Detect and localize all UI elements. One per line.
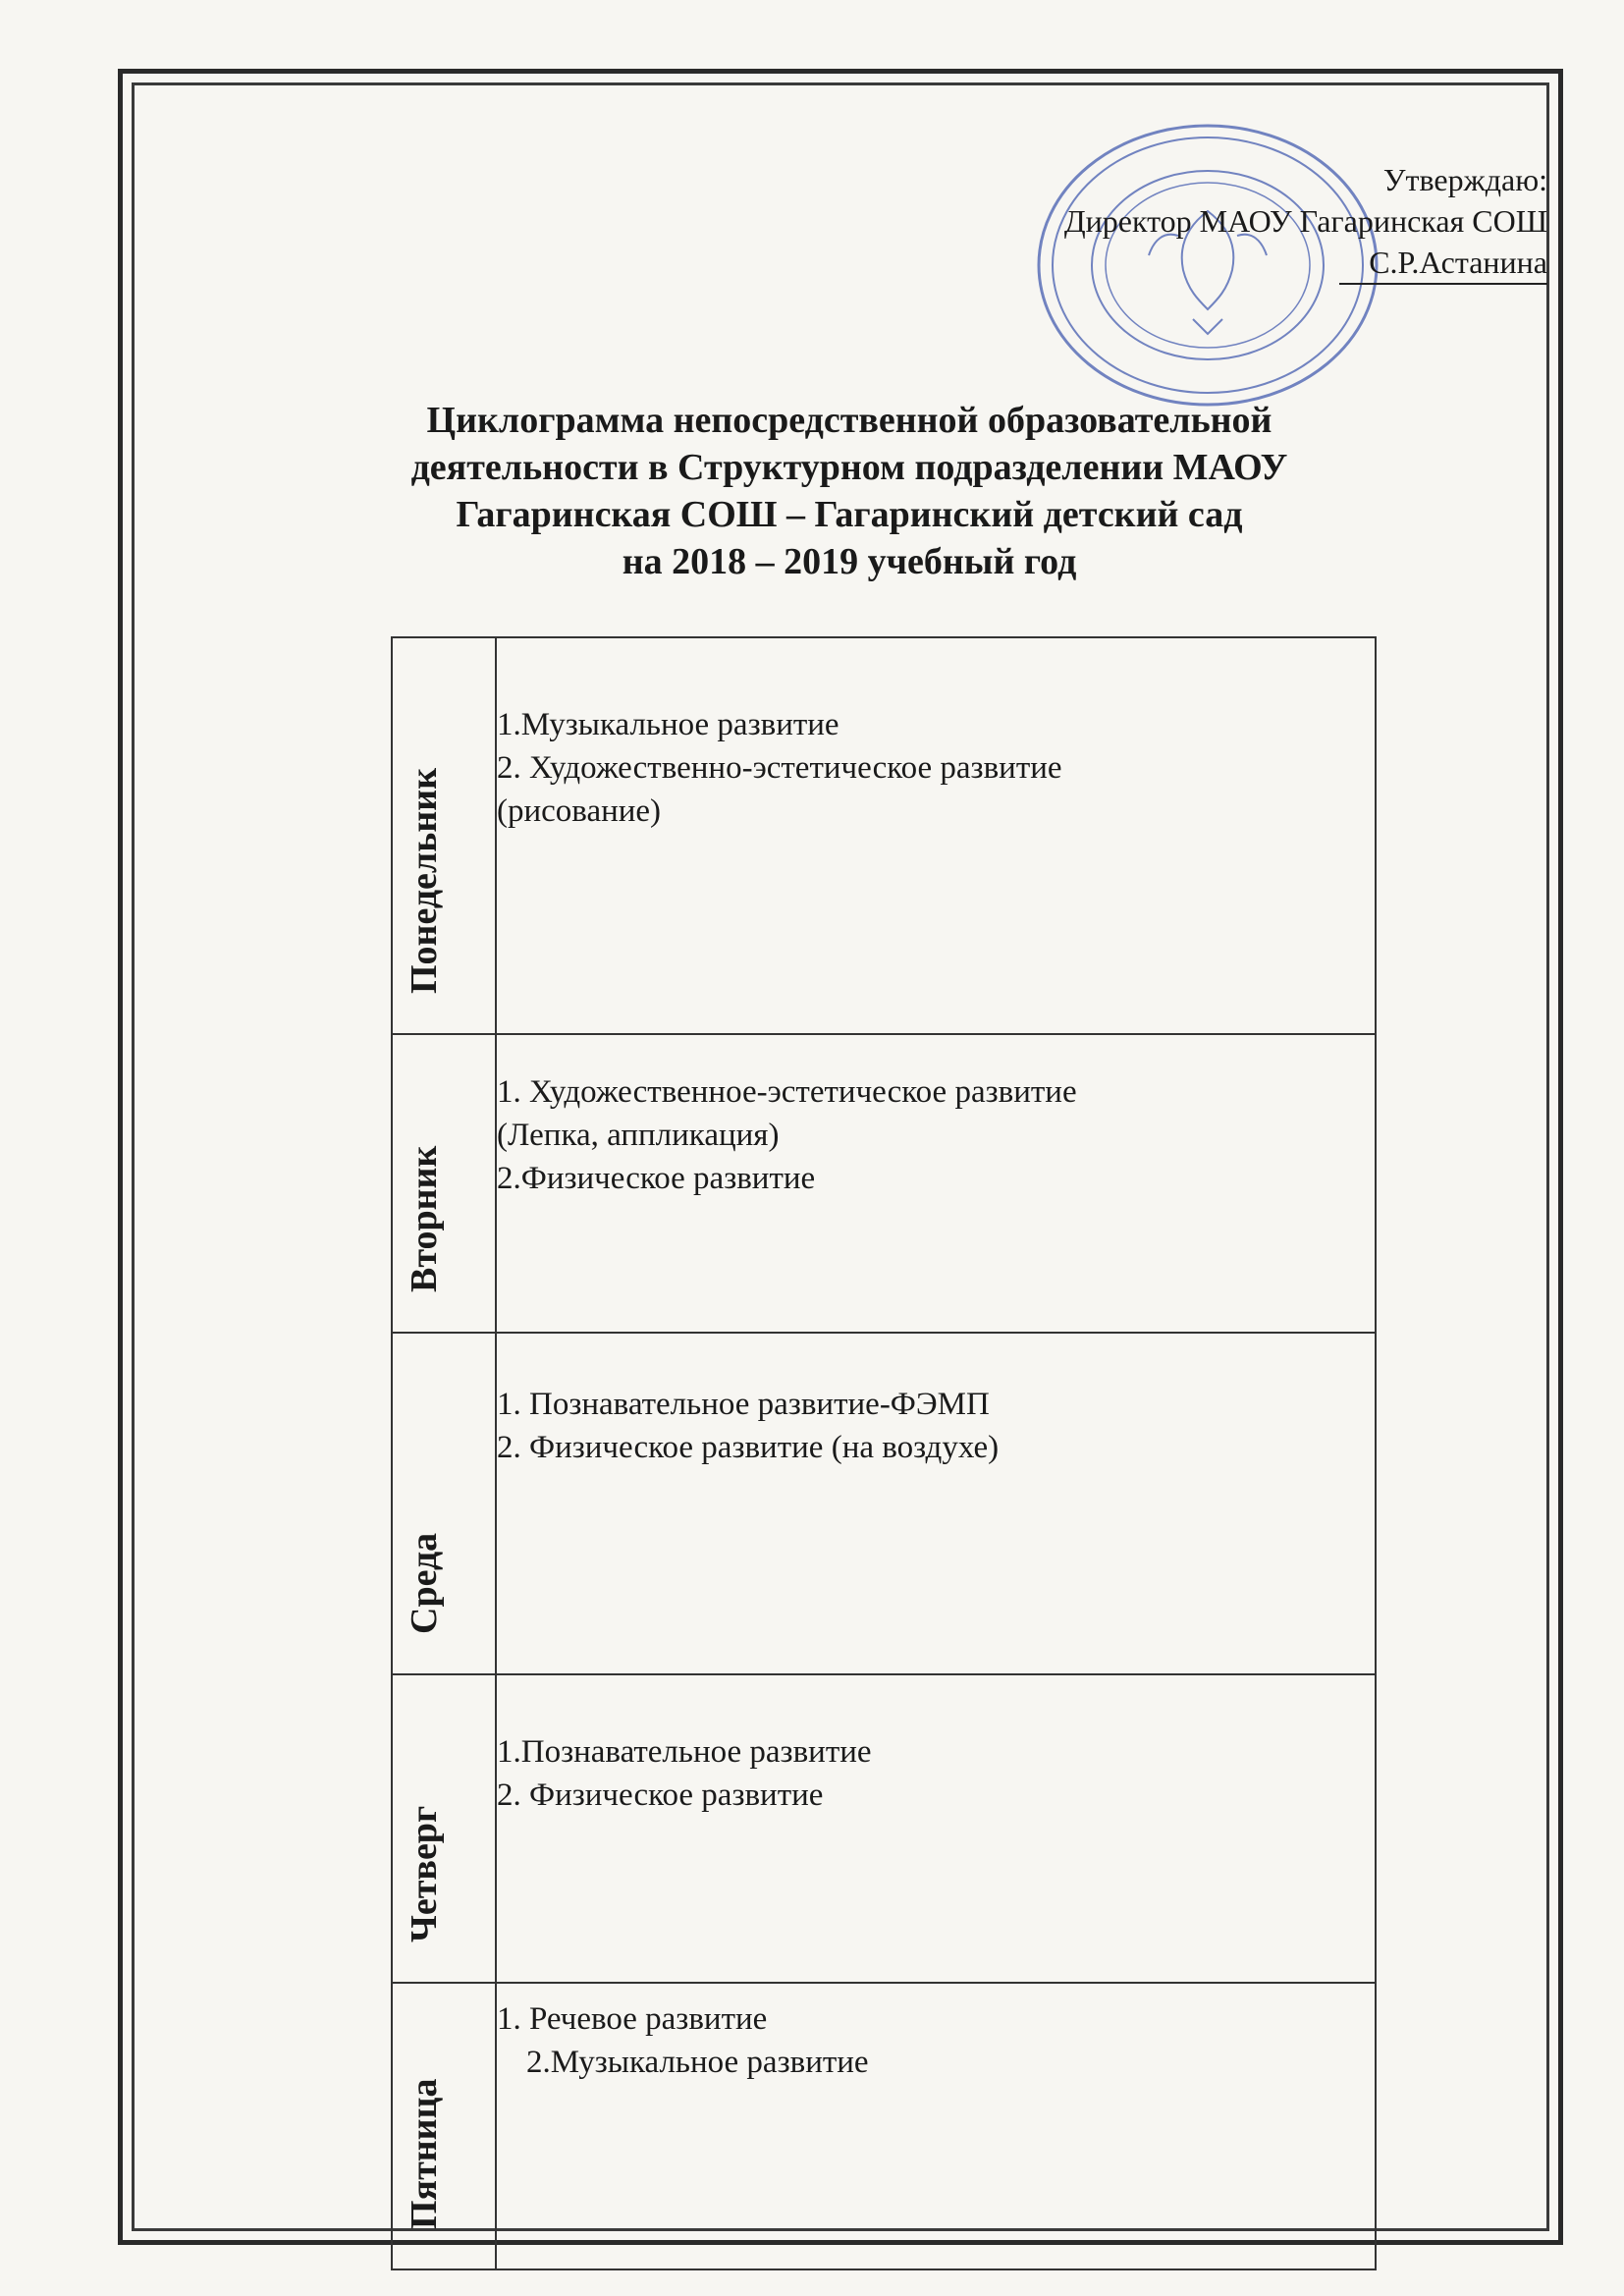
activity-item: 2. Физическое развитие	[497, 1777, 824, 1813]
day-label-tuesday: Вторник	[404, 1145, 445, 1292]
day-label-monday: Понедельник	[404, 767, 445, 994]
activity-item: 1. Художественное-эстетическое развитие	[497, 1074, 1077, 1110]
activity-item: 1.Познавательное развитие	[497, 1734, 872, 1770]
activity-item: (рисование)	[497, 793, 662, 829]
day-label-friday: Пятница	[404, 2078, 445, 2229]
activity-item: 1. Речевое развитие	[497, 2001, 768, 2037]
day-label-wednesday: Среда	[404, 1532, 445, 1634]
activities-thursday	[496, 1674, 1376, 1983]
activity-item: 1. Познавательное развитие-ФЭМП	[497, 1387, 990, 1422]
activity-item: (Лепка, аппликация)	[497, 1118, 780, 1153]
approval-signatory: С.Р.Астанина	[1339, 242, 1547, 285]
title-line-4: на 2018 – 2019 учебный год	[622, 541, 1077, 582]
document-title	[295, 397, 1404, 585]
schedule-table	[391, 636, 1377, 2270]
activities-monday	[496, 637, 1376, 1034]
table-row-wednesday	[392, 1333, 1376, 1674]
activity-item: 2. Физическое развитие (на воздухе)	[497, 1430, 1000, 1465]
activities-wednesday	[496, 1333, 1376, 1674]
approval-position: Директор МАОУ Гагаринская СОШ	[1063, 203, 1547, 239]
title-line-2: деятельности в Структурном подразделении МАОУ	[410, 447, 1288, 488]
approval-block	[1064, 159, 1547, 285]
table-row-monday	[392, 637, 1376, 1034]
table-row-thursday	[392, 1674, 1376, 1983]
title-line-1: Циклограмма непосредственной образовательной	[426, 400, 1272, 441]
activity-item: 1.Музыкальное развитие	[497, 707, 839, 742]
title-line-3: Гагаринская СОШ – Гагаринский детский сад	[456, 494, 1243, 535]
activities-friday	[496, 1983, 1376, 2269]
table-row-friday	[392, 1983, 1376, 2269]
day-label-thursday: Четверг	[404, 1805, 445, 1942]
activities-tuesday	[496, 1034, 1376, 1333]
table-row-tuesday	[392, 1034, 1376, 1333]
activity-item: 2.Музыкальное развитие	[526, 2045, 869, 2080]
activity-item: 2. Художественно-эстетическое развитие	[497, 750, 1062, 786]
activity-item: 2.Физическое развитие	[497, 1161, 816, 1196]
approval-heading: Утверждаю:	[1382, 162, 1547, 197]
